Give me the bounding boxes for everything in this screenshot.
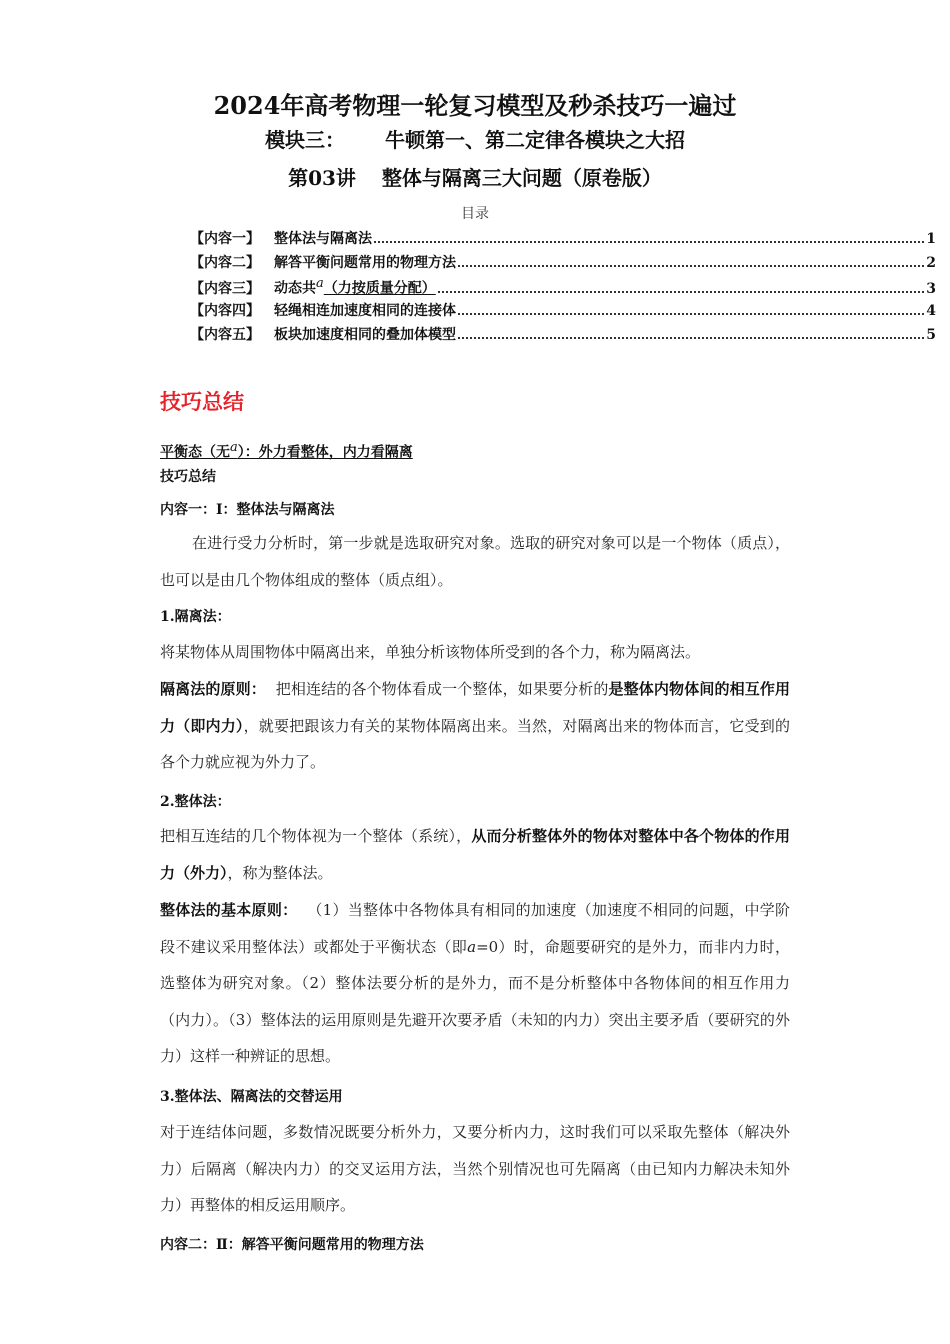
document-title: 2024年高考物理一轮复习模型及秒杀技巧一遍过 — [213, 91, 737, 120]
toc-item-label: 【内容二】 — [190, 255, 260, 271]
lecture-heading — [0, 162, 950, 191]
toc-item[interactable] — [190, 228, 936, 252]
toc-item-text: 轻绳相连加速度相同的连接体 — [274, 303, 456, 319]
s2-definition-emphasis: 从而分析整体外的物体对整体中各个物体的作用力（外力） — [160, 827, 790, 882]
toc-item[interactable] — [190, 324, 936, 348]
s1-principle-emphasis: 是整体内物体间的相互作用力（即内力） — [160, 680, 790, 735]
table-of-contents — [190, 228, 936, 348]
s3-paragraph: 对于连结体问题，多数情况既要分析外力，又要分析内力，这时我们可以采取先整体（解决外力）后隔离（解决内力）的交叉运用方法，当然个别情况也可先隔离（由已知内力解决未知外力）再整体的相反运用顺序。 — [160, 1123, 790, 1214]
toc-leader — [438, 291, 924, 293]
toc-item[interactable] — [190, 276, 936, 300]
s3-heading: 3.整体法、隔离法的交替运用 — [160, 1089, 343, 1105]
toc-item-page: 4 — [926, 303, 936, 319]
toc-item-page: 1 — [926, 231, 936, 247]
toc-item-text — [274, 276, 436, 298]
s1-principle-text: 把相连结的各个物体看成一个整体，如果要分析的 — [275, 680, 609, 698]
s1-principle-label: 隔离法的原则： — [160, 680, 266, 698]
toc-item-label: 【内容四】 — [190, 303, 260, 319]
s2-principle-text: （1）当整体中各物体具有相同的加速度（加速度不相同的问题，中学阶段不建议采用整体法）或都处于平衡状态（即 — [160, 901, 790, 956]
toc-item-page: 3 — [926, 280, 936, 297]
module-heading — [0, 124, 950, 153]
toc-item[interactable] — [190, 300, 936, 324]
toc-item-text-part: （力按质量分配） — [323, 280, 436, 297]
toc-leader — [458, 265, 924, 267]
toc-item-text: 解答平衡问题常用的物理方法 — [274, 255, 456, 271]
toc-item-label: 【内容一】 — [190, 231, 260, 247]
rule-statement — [160, 440, 413, 462]
summary-label: 技巧总结 — [160, 469, 216, 485]
s2-definition — [160, 818, 790, 891]
s2-heading: 2.整体法： — [160, 794, 231, 810]
toc-leader — [374, 241, 924, 243]
rule-text: ）：外力看整体，内力看隔离 — [237, 444, 413, 461]
rule-text: 平衡态（无 — [160, 444, 230, 461]
acceleration-symbol: a — [316, 276, 324, 291]
lecture-title: 整体与隔离三大问题（原卷版） — [381, 166, 662, 190]
toc-leader — [458, 337, 924, 339]
content1-heading: 内容一：Ⅰ：整体法与隔离法 — [160, 502, 335, 518]
intro-paragraph: 在进行受力分析时，第一步就是选取研究对象。选取的研究对象可以是一个物体（质点），也可以是由几个物体组成的整体（质点组）。 — [160, 534, 790, 589]
s2-definition-text: ，称为整体法。 — [227, 863, 333, 882]
toc-item-label: 【内容三】 — [190, 280, 260, 297]
s1-heading: 1.隔离法： — [160, 609, 231, 625]
section-title: 技巧总结 — [160, 389, 244, 414]
acceleration-symbol: a — [230, 440, 238, 455]
acceleration-variable: a — [467, 937, 477, 956]
s2-principle-label: 整体法的基本原则： — [160, 901, 298, 919]
toc-item-text: 板块加速度相同的叠加体模型 — [274, 327, 456, 343]
module-title: 牛顿第一、第二定律各模块之大招 — [385, 128, 685, 152]
s2-principle — [160, 892, 790, 1075]
s1-principle — [160, 671, 790, 781]
toc-heading: 目录 — [461, 206, 489, 222]
s1-principle-text: ，就要把跟该力有关的某物体隔离出来。当然，对隔离出来的物体而言，它受到的各个力就应视为外力了。 — [160, 716, 790, 771]
lecture-label: 第03讲 — [288, 166, 356, 190]
s2-definition-text: 把相互连结的几个物体视为一个整体（系统）， — [160, 827, 472, 845]
s1-definition: 将某物体从周围物体中隔离出来，单独分析该物体所受到的各个力，称为隔离法。 — [160, 643, 701, 661]
toc-item[interactable] — [190, 252, 936, 276]
toc-item-page: 2 — [926, 255, 936, 271]
toc-item-label: 【内容五】 — [190, 327, 260, 343]
s2-principle-text: =0）时，命题要研究的是外力，而非内力时，选整体为研究对象。（2）整体法要分析的是外力，而不是分析整体中各物体间的相互作用力（内力）。（3）整体法的运用原则是先避开次要矛盾（未知的内力）突出主要矛盾（要研究的外力）这样一种辨证的思想。 — [160, 937, 790, 1065]
toc-item-text-part: 动态共 — [274, 280, 316, 297]
content2-heading: 内容二：Ⅱ：解答平衡问题常用的物理方法 — [160, 1237, 424, 1253]
module-label: 模块三： — [265, 128, 345, 152]
toc-item-page: 5 — [926, 327, 936, 343]
toc-item-text: 整体法与隔离法 — [274, 231, 372, 247]
toc-leader — [458, 313, 924, 315]
